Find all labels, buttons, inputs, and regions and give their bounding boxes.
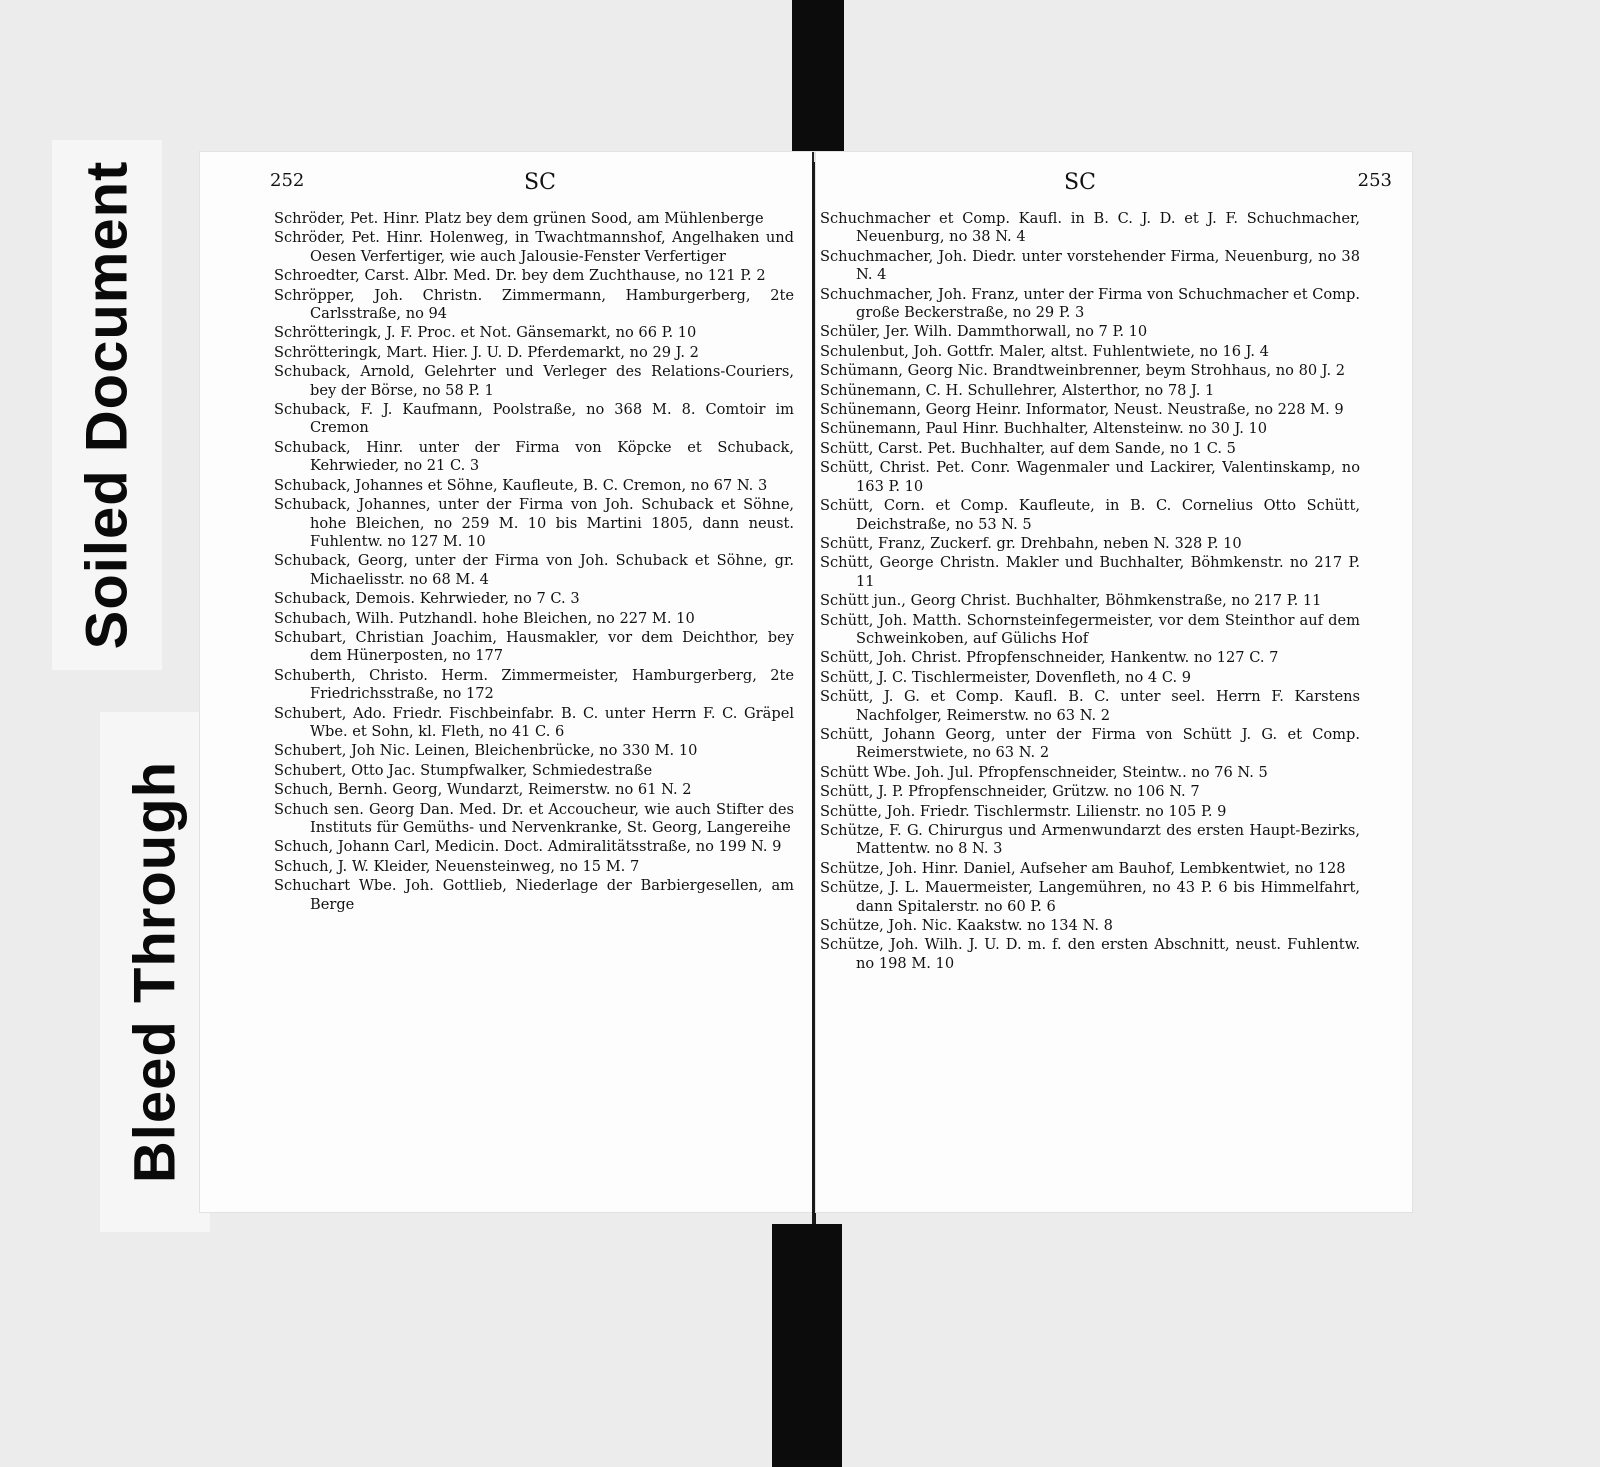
directory-entry: Schütt Wbe. Joh. Jul. Pfropfenschneider, Steintw.. no 76 N. 5 xyxy=(820,763,1268,781)
directory-entry: Schulenbut, Joh. Gottfr. Maler, altst. Fuhlentwiete, no 16 J. 4 xyxy=(820,342,1269,360)
directory-entry: Schütt, J. G. et Comp. Kaufl. B. C. unter seel. Herrn F. Karstens Nachfolger, Reimerstw. no 63 N. 2 xyxy=(820,688,1360,724)
directory-entry: Schröder, Pet. Hinr. Platz bey dem grünen Sood, am Mühlenberge xyxy=(274,210,764,227)
directory-entry: Schünemann, Georg Heinr. Informator, Neust. Neustraße, no 228 M. 9 xyxy=(820,401,1344,419)
directory-entry: Schuback, Demois. Kehrwieder, no 7 C. 3 xyxy=(274,590,580,608)
directory-entry: Schubert, Otto Jac. Stumpfwalker, Schmiedestraße xyxy=(274,761,653,779)
directory-entry: Schuback, F. J. Kaufmann, Poolstraße, no 368 M. 8. Comtoir im Cremon xyxy=(274,401,794,437)
left-page-title: SC xyxy=(524,170,556,195)
directory-entry: Schuback, Georg, unter der Firma von Joh. Schuback et Söhne, gr. Michaelisstr. no 68 M. 4 xyxy=(274,552,794,588)
directory-entry: Schütt, J. C. Tischlermeister, Dovenfleth, no 4 C. 9 xyxy=(820,668,1192,686)
right-page-number: 253 xyxy=(1357,170,1392,191)
directory-entry: Schubart, Christian Joachim, Hausmakler, vor dem Deichthor, bey dem Hünerposten, no 177 xyxy=(274,628,794,665)
directory-entry: Schütt, Johann Georg, unter der Firma von Schütt J. G. et Comp. Reimerstwiete, no 63 N. 2 xyxy=(820,725,1360,762)
right-page xyxy=(816,152,1412,1212)
directory-entry: Schröder, Pet. Hinr. Holenweg, in Twachtmannshof, Angelhaken und Oesen Verfertiger, wie auch Jalousie-Fenster Verfertiger xyxy=(274,229,794,265)
directory-entry: Schütt, Carst. Pet. Buchhalter, auf dem Sande, no 1 C. 5 xyxy=(820,439,1236,457)
directory-entry: Schünemann, Paul Hinr. Buchhalter, Altensteinw. no 30 J. 10 xyxy=(820,420,1268,438)
directory-entry: Schütt, George Christn. Makler und Buchhalter, Böhmkenstr. no 217 P. 11 xyxy=(820,554,1360,590)
left-entry-list xyxy=(274,210,794,915)
directory-entry: Schuberth, Christo. Herm. Zimmermeister, Hamburgerberg, 2te Friedrichsstraße, no 172 xyxy=(274,666,794,703)
left-page-number: 252 xyxy=(270,170,305,191)
directory-entry: Schütt, Corn. et Comp. Kaufleute, in B. C. Cornelius Otto Schütt, Deichstraße, no 53 N. 5 xyxy=(820,497,1360,533)
bleed-through-stamp xyxy=(100,712,210,1232)
directory-entry: Schröpper, Joh. Christn. Zimmermann, Hamburgerberg, 2te Carlsstraße, no 94 xyxy=(274,286,794,323)
right-page-header xyxy=(886,170,1392,200)
directory-entry: Schuchmacher, Joh. Franz, unter der Firma von Schuchmacher et Comp. große Beckerstraße, no 29 P. 3 xyxy=(820,285,1360,322)
directory-entry: Schuch, Johann Carl, Medicin. Doct. Admiralitätsstraße, no 199 N. 9 xyxy=(274,838,782,856)
directory-entry: Schütze, Joh. Nic. Kaakstw. no 134 N. 8 xyxy=(820,917,1113,935)
directory-entry: Schuchart Wbe. Joh. Gottlieb, Niederlage der Barbiergesellen, am Berge xyxy=(274,877,794,913)
directory-entry: Schuback, Johannes et Söhne, Kaufleute, B. C. Cremon, no 67 N. 3 xyxy=(274,476,768,494)
directory-entry: Schuchmacher et Comp. Kaufl. in B. C. J. D. et J. F. Schuchmacher, Neuenburg, no 38 N. 4 xyxy=(820,210,1360,246)
directory-entry: Schuch sen. Georg Dan. Med. Dr. et Accoucheur, wie auch Stifter des Instituts für Gemüths- und Nervenkranke, St. Georg, Langereihe xyxy=(274,800,794,836)
directory-entry: Schütte, Joh. Friedr. Tischlermstr. Lilienstr. no 105 P. 9 xyxy=(820,802,1227,820)
binding-strip-top xyxy=(792,0,844,162)
directory-entry: Schümann, Georg Nic. Brandtweinbrenner, beym Strohhaus, no 80 J. 2 xyxy=(820,362,1346,380)
soiled-document-label: Soiled Document xyxy=(74,160,140,650)
directory-entry: Schuback, Arnold, Gelehrter und Verleger des Relations-Couriers, bey der Börse, no 58 P. 1 xyxy=(274,363,794,399)
directory-entry: Schubert, Ado. Friedr. Fischbeinfabr. B. C. unter Herrn F. C. Gräpel Wbe. et Sohn, kl. Fleth, no 41 C. 6 xyxy=(274,704,794,740)
left-page-header xyxy=(270,170,792,200)
directory-entry: Schütze, Joh. Hinr. Daniel, Aufseher am Bauhof, Lembkentwiet, no 128 xyxy=(820,859,1346,877)
directory-entry: Schütt, Joh. Matth. Schornsteinfegermeister, vor dem Steinthor auf dem Schweinkoben, auf Gülichs Hof xyxy=(820,611,1360,647)
directory-entry: Schütt jun., Georg Christ. Buchhalter, Böhmkenstraße, no 217 P. 11 xyxy=(820,592,1322,610)
directory-entry: Schuch, Bernh. Georg, Wundarzt, Reimerstw. no 61 N. 2 xyxy=(274,781,692,799)
directory-entry: Schüler, Jer. Wilh. Dammthorwall, no 7 P. 10 xyxy=(820,323,1148,341)
bleed-through-label: Bleed Through xyxy=(122,760,188,1184)
directory-entry: Schuchmacher, Joh. Diedr. unter vorstehender Firma, Neuenburg, no 38 N. 4 xyxy=(820,247,1360,284)
directory-entry: Schütt, Joh. Christ. Pfropfenschneider, Hankentw. no 127 C. 7 xyxy=(820,649,1279,667)
directory-entry: Schütze, Joh. Wilh. J. U. D. m. f. den ersten Abschnitt, neust. Fuhlentw. no 198 M. 10 xyxy=(820,936,1360,972)
directory-entry: Schütze, F. G. Chirurgus und Armenwundarzt des ersten Haupt-Bezirks, Mattentw. no 8 N. 3 xyxy=(820,822,1360,858)
directory-entry: Schuback, Hinr. unter der Firma von Köpcke et Schuback, Kehrwieder, no 21 C. 3 xyxy=(274,438,794,475)
soiled-document-stamp xyxy=(52,140,162,670)
binding-strip-bottom xyxy=(772,1224,842,1467)
directory-entry: Schuback, Johannes, unter der Firma von Joh. Schuback et Söhne, hohe Bleichen, no 259 M. 10 bis Martini 1805, dann neust. Fuhlentw. no 127 M. 10 xyxy=(274,496,794,550)
directory-entry: Schütze, J. L. Mauermeister, Langemühren, no 43 P. 6 bis Himmelfahrt, dann Spitalerstr. no 60 P. 6 xyxy=(820,879,1360,915)
right-page-title: SC xyxy=(1064,170,1096,195)
directory-entry: Schubert, Joh Nic. Leinen, Bleichenbrücke, no 330 M. 10 xyxy=(274,742,698,760)
left-page xyxy=(200,152,814,1212)
right-entry-list xyxy=(820,210,1360,974)
directory-entry: Schünemann, C. H. Schullehrer, Alsterthor, no 78 J. 1 xyxy=(820,381,1215,399)
directory-entry: Schrötteringk, Mart. Hier. J. U. D. Pferdemarkt, no 29 J. 2 xyxy=(274,343,699,361)
directory-entry: Schubach, Wilh. Putzhandl. hohe Bleichen, no 227 M. 10 xyxy=(274,609,695,627)
directory-entry: Schütt, Christ. Pet. Conr. Wagenmaler und Lackirer, Valentinskamp, no 163 P. 10 xyxy=(820,459,1360,495)
directory-entry: Schütt, Franz, Zuckerf. gr. Drehbahn, neben N. 328 P. 10 xyxy=(820,534,1242,552)
directory-entry: Schroedter, Carst. Albr. Med. Dr. bey dem Zuchthause, no 121 P. 2 xyxy=(274,267,766,285)
directory-entry: Schütt, J. P. Pfropfenschneider, Grützw. no 106 N. 7 xyxy=(820,783,1200,801)
directory-entry: Schrötteringk, J. F. Proc. et Not. Gänsemarkt, no 66 P. 10 xyxy=(274,324,697,342)
directory-entry: Schuch, J. W. Kleider, Neuensteinweg, no 15 M. 7 xyxy=(274,857,640,875)
